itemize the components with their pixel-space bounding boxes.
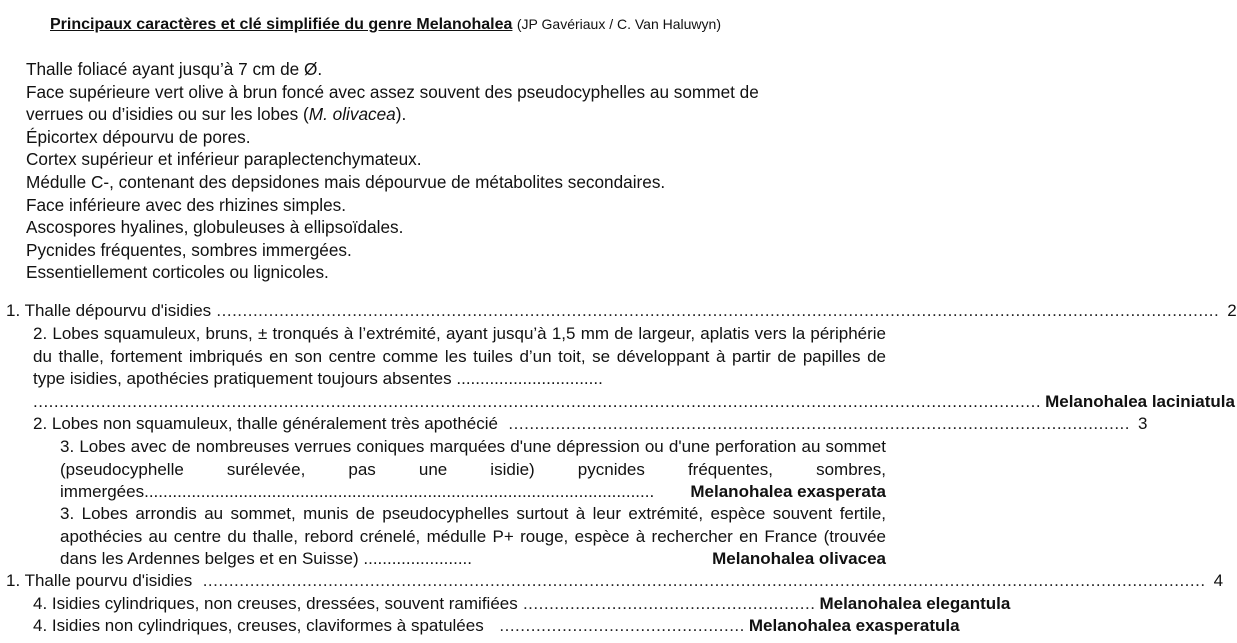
goto-number: 2 xyxy=(1227,301,1237,320)
leader-dots: ....................... xyxy=(363,549,473,569)
desc-line: Face supérieure vert olive à brun foncé avec assez souvent des pseudocyphelles au sommet de xyxy=(26,81,759,102)
species-result: Melanohalea exasperata xyxy=(690,482,886,502)
leader-dots: ................................................................................................................................................................................................ xyxy=(192,571,1206,590)
species-result: Melanohalea elegantula xyxy=(819,594,1011,613)
desc-line: Thalle foliacé ayant jusqu’à 7 cm de Ø. xyxy=(26,59,323,79)
key-couplet-4a: 4. Isidies cylindriques, non creuses, dressées, souvent ramifiées ........................................................ Melanohalea elegantula xyxy=(33,594,1011,613)
leader-dots: ............................... xyxy=(456,369,603,389)
key-couplet-2b: 2. Lobes non squamuleux, thalle généralement très apothécié ....................................................................................................................... 3 xyxy=(33,414,1148,433)
key-couplet-2a: 2. Lobes squamuleux, bruns, ± tronqués à l’extrémité, ayant jusqu’à 1,5 mm de largeur, aplatis vers la périphérie du thalle, fortement imbriqués en son centre comme les tuiles d’un toit, se développant à partir de papilles de type isidies, apothécies pratiquement toujours absentes ............................... ................................................................................................................................................................................................. Melanohalea laciniatula xyxy=(33,323,886,413)
genus-description xyxy=(26,58,886,284)
desc-line: Face inférieure avec des rhizines simples. xyxy=(26,194,347,215)
key-couplet-1b: 1. Thalle pourvu d'isidies ................................................................................................................................................................................................ 4 xyxy=(6,571,1224,590)
goto-number: 4 xyxy=(1213,571,1224,590)
leader-dots: ............................................................................................................ xyxy=(144,482,655,502)
goto-number: 3 xyxy=(1138,414,1148,433)
desc-line: Cortex supérieur et inférieur paraplectenchymateux. xyxy=(26,149,422,170)
desc-line: Essentiellement corticoles ou lignicoles. xyxy=(26,262,329,283)
leader-dots: ....................................................................................................................... xyxy=(497,414,1130,433)
key-couplet-3b: 3. Lobes arrondis au sommet, munis de pseudocyphelles surtout à leur extrémité, espèce souvent fertile, apothécies au centre du thalle, rebord crénelé, médulle P+ rouge, espèce à rechercher en France (trouvée dans les Ardennes belges et en Suisse) ....................... Melanohalea olivacea xyxy=(60,503,886,571)
desc-line: Médulle C-, contenant des depsidones mais dépourvue de métabolites secondaires. xyxy=(26,171,666,192)
document-title xyxy=(50,12,721,37)
species-result: Melanohalea exasperatula xyxy=(748,616,960,635)
title-credit: (JP Gavériaux / C. Van Haluwyn) xyxy=(516,16,721,32)
desc-line: Épicortex dépourvu de pores. xyxy=(26,126,251,147)
desc-line: Ascospores hyalines, globuleuses à ellipsoïdales. xyxy=(26,217,404,238)
key-couplet-3a: 3. Lobes avec de nombreuses verrues coniques marquées d'une dépression ou d'une perforation au sommet (pseudocyphelle surélevée, pas une isidie) pycnides fréquentes, sombres, immergées............................................................................................................ Melanohalea exasperata xyxy=(60,436,886,504)
title-main: Principaux caractères et clé simplifiée du genre Melanohalea xyxy=(50,16,513,33)
leader-dots: ............................................... xyxy=(483,616,745,635)
species-result: Melanohalea olivacea xyxy=(712,549,886,569)
species-result: Melanohalea laciniatula xyxy=(1045,391,1235,411)
leader-dots: ........................................................ xyxy=(517,594,816,613)
leader-dots: ................................................................................................................................................................................................ xyxy=(211,301,1220,320)
desc-line: verrues ou d’isidies ou sur les lobes (M. olivacea). xyxy=(26,104,407,125)
key-couplet-1a: 1. Thalle dépourvu d'isidies ................................................................................................................................................................................................ 2 xyxy=(6,301,1237,320)
key-couplet-4b: 4. Isidies non cylindriques, creuses, claviformes à spatulées ............................................... Melanohalea exasperatula xyxy=(33,616,960,635)
species-name-italic: M. olivacea xyxy=(308,104,396,125)
leader-dots: ................................................................................................................................................................................................. xyxy=(33,391,1042,411)
desc-line: Pycnides fréquentes, sombres immergées. xyxy=(26,239,352,260)
